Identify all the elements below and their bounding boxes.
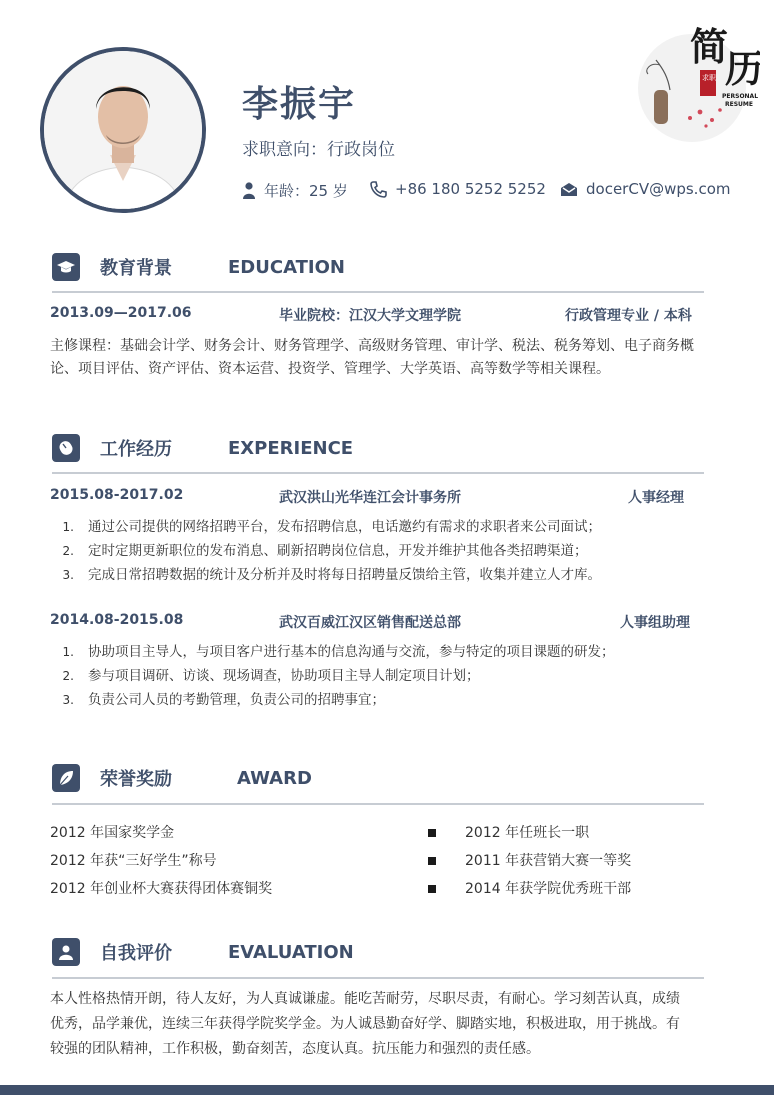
phone-info bbox=[370, 180, 546, 198]
svg-text:简: 简 bbox=[690, 24, 729, 69]
education-major: 行政管理专业 / 本科 bbox=[565, 308, 692, 324]
age-text: 年龄：25 岁 bbox=[264, 182, 348, 200]
award-item: 2012 年国家奖学金 bbox=[50, 825, 175, 841]
age-info bbox=[242, 180, 348, 201]
job-duties-list bbox=[40, 515, 601, 587]
job-intent: 求职意向：行政岗位 bbox=[242, 140, 395, 160]
education-courses bbox=[50, 335, 694, 381]
award-header bbox=[52, 764, 312, 792]
evaluation-divider bbox=[52, 977, 704, 979]
candidate-name: 李振宇 bbox=[242, 84, 357, 125]
list-item: 2. 定时定期更新职位的发布消息、刷新招聘岗位信息，开发并维护其他各类招聘渠道； bbox=[62, 543, 588, 559]
education-title-en: EDUCATION bbox=[228, 256, 345, 278]
mouse-icon bbox=[52, 434, 80, 462]
footer-bar bbox=[0, 1085, 774, 1095]
evaluation-title-cn: 自我评价 bbox=[100, 943, 172, 964]
award-item: 2012 年任班长一职 bbox=[428, 819, 631, 847]
graduation-cap-icon bbox=[52, 253, 80, 281]
job-period: 2014.08-2015.08 bbox=[50, 612, 184, 628]
phone-icon bbox=[370, 181, 387, 198]
svg-text:PERSONAL: PERSONAL bbox=[722, 93, 759, 100]
list-item: 3. 负责公司人员的考勤管理，负责公司的招聘事宜； bbox=[62, 692, 385, 708]
square-bullet-icon bbox=[428, 829, 436, 837]
award-item: 2014 年获学院优秀班干部 bbox=[428, 875, 631, 903]
evaluation-line: 较强的团队精神，工作积极，勤奋刻苦，态度认真。抗压能力和强烈的责任感。 bbox=[50, 1041, 540, 1057]
evaluation-text bbox=[50, 987, 680, 1062]
award-item: 2011 年获营销大赛一等奖 bbox=[428, 847, 631, 875]
education-title-cn: 教育背景 bbox=[100, 258, 172, 279]
job-company: 武汉百威江汉区销售配送总部 bbox=[279, 615, 461, 631]
list-item: 2. 参与项目调研、访谈、现场调查，协助项目主导人制定项目计划； bbox=[62, 668, 480, 684]
job-role: 人事经理 bbox=[628, 490, 684, 506]
square-bullet-icon bbox=[428, 857, 436, 865]
experience-header bbox=[52, 434, 353, 462]
square-bullet-icon bbox=[428, 885, 436, 893]
leaf-icon bbox=[52, 764, 80, 792]
experience-title-en: EXPERIENCE bbox=[228, 437, 354, 459]
svg-text:RESUME: RESUME bbox=[725, 101, 753, 108]
person-icon bbox=[242, 182, 256, 199]
evaluation-header bbox=[52, 938, 354, 966]
resume-logo bbox=[630, 20, 760, 142]
job-company: 武汉洪山光华连江会计事务所 bbox=[279, 490, 461, 506]
award-title-cn: 荣誉奖励 bbox=[100, 769, 172, 790]
list-item: 1. 协助项目主导人，与项目客户进行基本的信息沟通与交流，参与特定的项目课题的研发； bbox=[62, 644, 615, 660]
user-badge-icon bbox=[52, 938, 80, 966]
experience-title-cn: 工作经历 bbox=[100, 439, 172, 460]
education-period: 2013.09—2017.06 bbox=[50, 305, 192, 321]
phone-text: +86 180 5252 5252 bbox=[395, 180, 546, 198]
education-school: 毕业院校：江汉大学文理学院 bbox=[279, 308, 461, 324]
evaluation-title-en: EVALUATION bbox=[228, 941, 354, 963]
award-title-en: AWARD bbox=[237, 767, 312, 789]
award-item: 2012 年获“三好学生”称号 bbox=[50, 853, 217, 869]
list-item: 3. 完成日常招聘数据的统计及分析并及时将每日招聘量反馈给主管，收集并建立人才库。 bbox=[62, 567, 601, 583]
award-list-left bbox=[50, 819, 272, 903]
email-text: docerCV@wps.com bbox=[586, 180, 731, 198]
svg-text:求职: 求职 bbox=[702, 74, 716, 82]
award-divider bbox=[52, 803, 704, 805]
evaluation-line: 优秀，品学兼优，连续三年获得学院奖学金。为人诚恳勤奋好学、脚踏实地，积极进取，用于挑战。有 bbox=[50, 1016, 680, 1032]
courses-line: 主修课程：基础会计学、财务会计、财务管理学、高级财务管理、审计学、税法、税务筹划、电子商务概 bbox=[50, 338, 694, 354]
svg-text:历: 历 bbox=[725, 46, 760, 91]
award-list-right bbox=[428, 819, 631, 903]
email-icon bbox=[560, 182, 578, 197]
award-item: 2012 年创业杯大赛获得团体赛铜奖 bbox=[50, 881, 273, 897]
job-duties-list bbox=[40, 640, 615, 712]
profile-photo bbox=[40, 47, 206, 213]
email-info bbox=[560, 180, 731, 198]
experience-divider bbox=[52, 472, 704, 474]
courses-line: 论、项目评估、资产评估、资本运营、投资学、管理学、大学英语、高等数学等相关课程。 bbox=[50, 361, 610, 377]
evaluation-line: 本人性格热情开朗，待人友好，为人真诚谦虚。能吃苦耐劳，尽职尽责，有耐心。学习刻苦认真，成绩 bbox=[50, 991, 680, 1007]
job-period: 2015.08-2017.02 bbox=[50, 487, 184, 503]
education-divider bbox=[52, 291, 704, 293]
list-item: 1. 通过公司提供的网络招聘平台，发布招聘信息，电话邀约有需求的求职者来公司面试； bbox=[62, 519, 601, 535]
education-header bbox=[52, 253, 345, 281]
job-role: 人事组助理 bbox=[620, 615, 690, 631]
